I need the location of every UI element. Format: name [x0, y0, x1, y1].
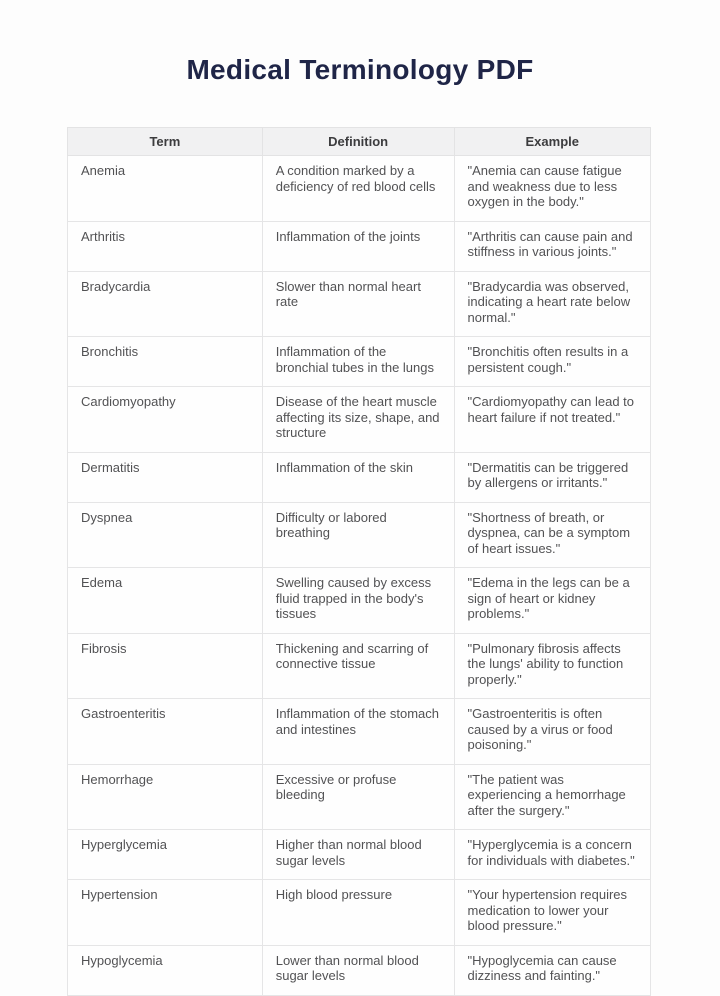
- definition-cell: Inflammation of the joints: [262, 221, 454, 271]
- example-cell: "Bronchitis often results in a persistent cough.": [454, 337, 650, 387]
- example-cell: "Bradycardia was observed, indicating a heart rate below normal.": [454, 271, 650, 337]
- table-row: [68, 699, 651, 765]
- definition-cell: Inflammation of the skin: [262, 452, 454, 502]
- example-cell: "Arthritis can cause pain and stiffness in various joints.": [454, 221, 650, 271]
- terminology-table: [67, 127, 651, 996]
- column-header: Example: [454, 128, 650, 156]
- table-row: [68, 568, 651, 634]
- term-cell: Hypoglycemia: [68, 945, 263, 995]
- term-cell: Dyspnea: [68, 502, 263, 568]
- term-cell: Bradycardia: [68, 271, 263, 337]
- example-cell: "Pulmonary fibrosis affects the lungs' ability to function properly.": [454, 633, 650, 699]
- term-cell: Hypertension: [68, 880, 263, 946]
- example-cell: "Your hypertension requires medication to lower your blood pressure.": [454, 880, 650, 946]
- example-cell: "Shortness of breath, or dyspnea, can be a symptom of heart issues.": [454, 502, 650, 568]
- table-row: [68, 337, 651, 387]
- table-row: [68, 945, 651, 995]
- example-cell: "Hypoglycemia can cause dizziness and fainting.": [454, 945, 650, 995]
- definition-cell: High blood pressure: [262, 880, 454, 946]
- definition-cell: Higher than normal blood sugar levels: [262, 830, 454, 880]
- column-header: Definition: [262, 128, 454, 156]
- example-cell: "Cardiomyopathy can lead to heart failure if not treated.": [454, 387, 650, 453]
- example-cell: "The patient was experiencing a hemorrhage after the surgery.": [454, 764, 650, 830]
- table-row: [68, 452, 651, 502]
- definition-cell: Disease of the heart muscle affecting its size, shape, and structure: [262, 387, 454, 453]
- table-header: [68, 128, 651, 156]
- definition-cell: Inflammation of the stomach and intestines: [262, 699, 454, 765]
- term-cell: Bronchitis: [68, 337, 263, 387]
- definition-cell: A condition marked by a deficiency of red blood cells: [262, 156, 454, 222]
- definition-cell: Difficulty or labored breathing: [262, 502, 454, 568]
- term-cell: Dermatitis: [68, 452, 263, 502]
- table-row: [68, 502, 651, 568]
- term-cell: Hemorrhage: [68, 764, 263, 830]
- definition-cell: Excessive or profuse bleeding: [262, 764, 454, 830]
- term-cell: Arthritis: [68, 221, 263, 271]
- definition-cell: Lower than normal blood sugar levels: [262, 945, 454, 995]
- example-cell: "Gastroenteritis is often caused by a virus or food poisoning.": [454, 699, 650, 765]
- term-cell: Hyperglycemia: [68, 830, 263, 880]
- example-cell: "Dermatitis can be triggered by allergens or irritants.": [454, 452, 650, 502]
- table-row: [68, 633, 651, 699]
- example-cell: "Hyperglycemia is a concern for individuals with diabetes.": [454, 830, 650, 880]
- table-row: [68, 764, 651, 830]
- definition-cell: Swelling caused by excess fluid trapped in the body's tissues: [262, 568, 454, 634]
- term-cell: Gastroenteritis: [68, 699, 263, 765]
- definition-cell: Slower than normal heart rate: [262, 271, 454, 337]
- example-cell: "Anemia can cause fatigue and weakness due to less oxygen in the body.": [454, 156, 650, 222]
- term-cell: Fibrosis: [68, 633, 263, 699]
- example-cell: "Edema in the legs can be a sign of heart or kidney problems.": [454, 568, 650, 634]
- table-row: [68, 830, 651, 880]
- term-cell: Edema: [68, 568, 263, 634]
- term-cell: Cardiomyopathy: [68, 387, 263, 453]
- table-body: [68, 156, 651, 996]
- page-title: Medical Terminology PDF: [186, 54, 534, 85]
- term-cell: Anemia: [68, 156, 263, 222]
- table-row: [68, 156, 651, 222]
- table-row: [68, 387, 651, 453]
- table-row: [68, 880, 651, 946]
- header-row: [68, 128, 651, 156]
- definition-cell: Inflammation of the bronchial tubes in the lungs: [262, 337, 454, 387]
- table-row: [68, 271, 651, 337]
- table-row: [68, 221, 651, 271]
- definition-cell: Thickening and scarring of connective tissue: [262, 633, 454, 699]
- column-header: Term: [68, 128, 263, 156]
